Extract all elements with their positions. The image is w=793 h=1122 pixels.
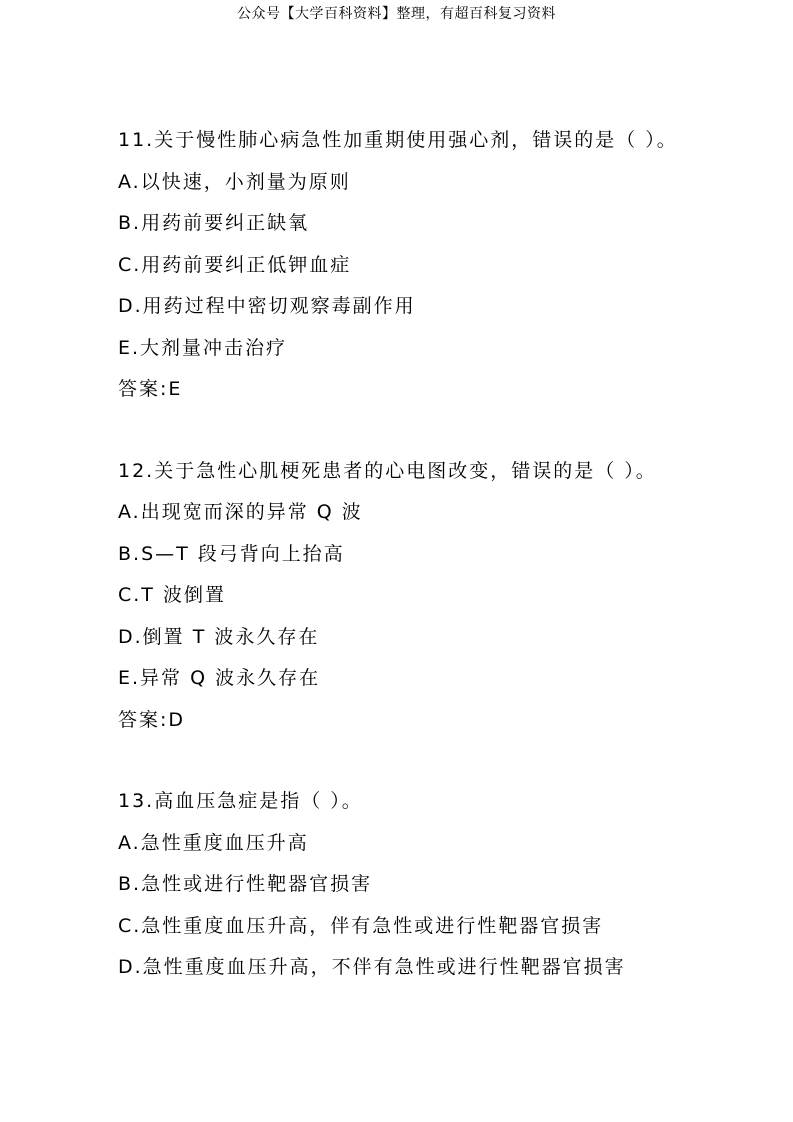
- option-b: B.用药前要纠正缺氧: [118, 212, 310, 234]
- option-e: E.大剂量冲击治疗: [118, 336, 288, 359]
- answer-line: 答案:E: [118, 378, 183, 400]
- option-d: D.倒置 T 波永久存在: [118, 625, 320, 648]
- answer-line: 答案:D: [118, 708, 186, 731]
- option-d: D.急性重度血压升高，不伴有急性或进行性靶器官损害: [118, 956, 626, 978]
- question-stem: 11.关于慢性肺心病急性加重期使用强心剂，错误的是（ ）。: [118, 129, 678, 151]
- document-body: [118, 120, 738, 989]
- option-a: A.急性重度血压升高: [118, 831, 309, 854]
- option-b: B.S—T 段弓背向上抬高: [118, 542, 345, 565]
- question-stem: 13.高血压急症是指（ ）。: [118, 790, 363, 812]
- question-13: [118, 781, 738, 989]
- option-e: E.异常 Q 波永久存在: [118, 667, 321, 689]
- option-b: B.急性或进行性靶器官损害: [118, 873, 373, 895]
- option-a: A.出现宽而深的异常 Q 波: [118, 501, 363, 523]
- question-12: [118, 451, 738, 742]
- question-11: [118, 120, 738, 411]
- option-c: C.急性重度血压升高，伴有急性或进行性靶器官损害: [118, 914, 604, 937]
- question-stem: 12.关于急性心肌梗死患者的心电图改变，错误的是（ ）。: [118, 459, 657, 482]
- page-header: 公众号【大学百科资料】整理，有超百科复习资料: [237, 6, 556, 22]
- option-d: D.用药过程中密切观察毒副作用: [118, 295, 416, 317]
- option-c: C.T 波倒置: [118, 584, 226, 606]
- option-a: A.以快速，小剂量为原则: [118, 170, 351, 193]
- option-c: C.用药前要纠正低钾血症: [118, 253, 352, 276]
